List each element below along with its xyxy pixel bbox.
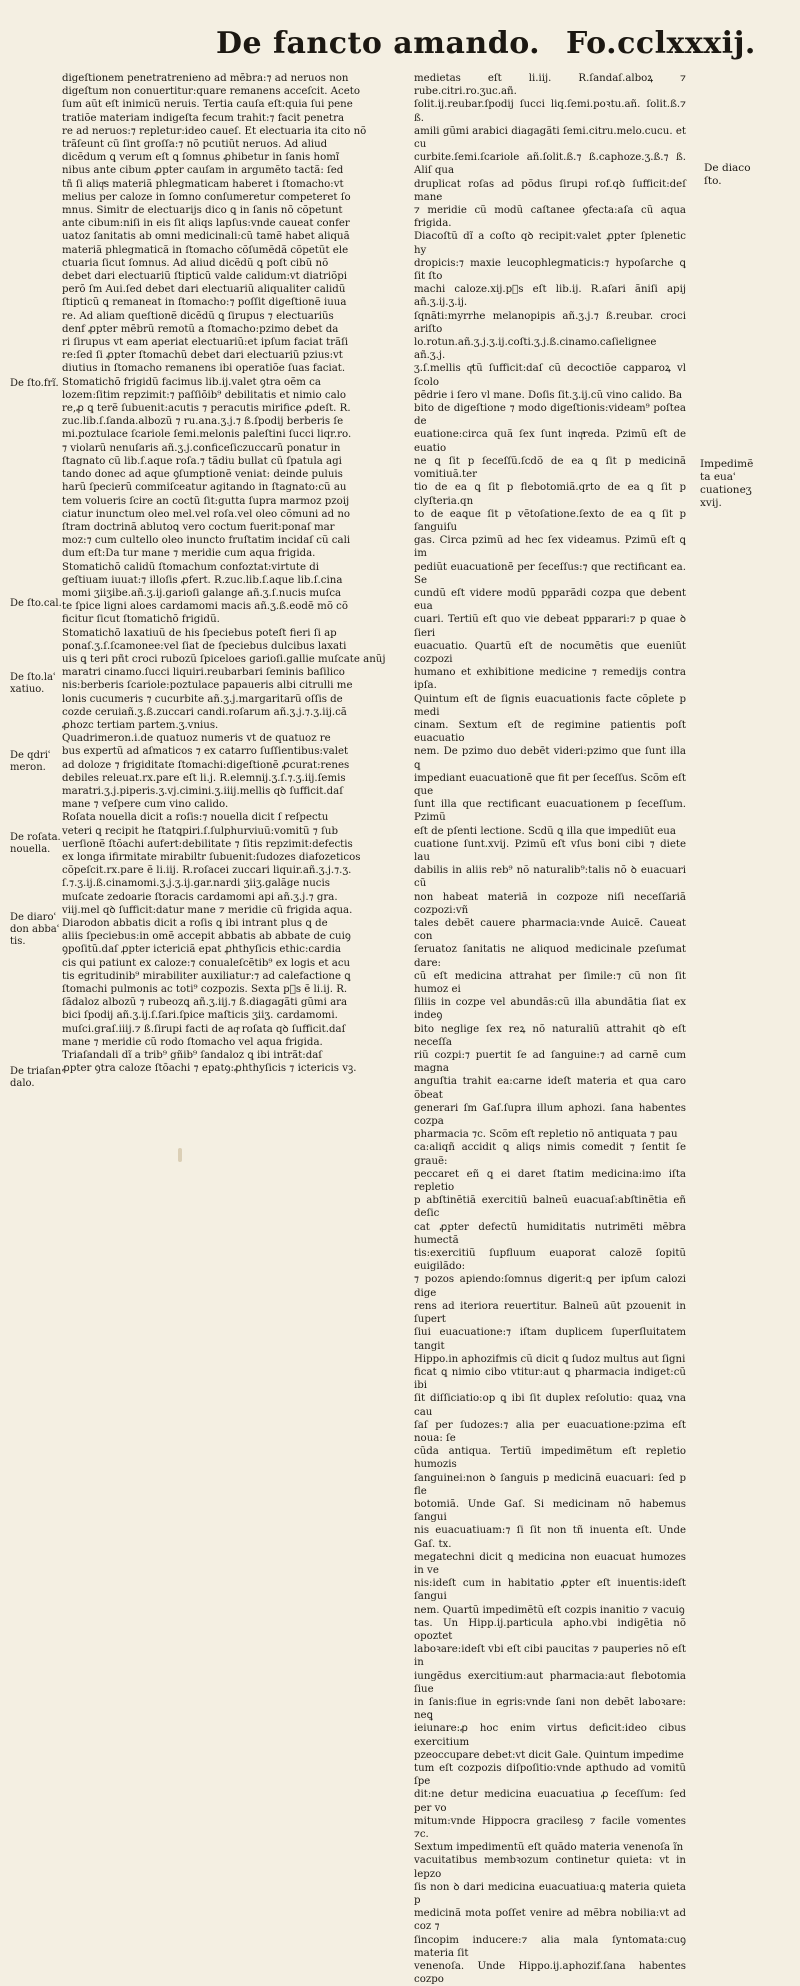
margin-note-de-diacosto: De diaco ſto. <box>704 162 751 187</box>
right-column-text: medietas eſt li.iij. R.ſandaſ.alboꝝ ⁊ rube.citri.ro.ʒuc.añ. ſolit.ij.reubar.ſpodij ſucci liq.ſemi.poꝛtu.añ. ſolit.ß.⁊ ß. amili gũmi arabici diagagãti ſemi.citru.melo.cucu. et cu curbite.ſemi.ſcariole añ.ſolit.ß.⁊ ß.caphoze.ʒ.ß.⁊ ß. Aliſ qua druplicat roſas ad põdus ſirupi rof.qꝺ ſufficit:deſ mane ⁊ meridie cũ modũ caſtanee ꝯfecta:aſa cũ aqua frigida. Diacoſtũ dĩ a coſto qꝺ recipit:valet ꝓpter ſplenetic hy dropicis:⁊ maxie leucophlegmaticis:⁊ hypoſarche ꝗ ſit ſto machi caloze.xij.pᷣs eſt lib.ij. R.aſari ãniſi apij añ.ʒ.ij.ʒ.ij. ſqnãti:myrrhe melanopipis añ.ʒ.j.⁊ ß.reubar. croci ariſto lo.rotun.añ.ʒ.j.ʒ.ij.coſti.ʒ.j.ß.cinamo.caſielignee añ.ʒ.j. ʒ.ſ.mellis qͣtũ ſufficit:daſ cũ decoctiõe capparoꝝ vl ſcolo pẽdrie i ſero vl mane. Doſis ſit.ʒ.ij.cũ vino calido. Ba bito de digeſtione ⁊ modo digeſtionis:videam⁹ poſtea de euatione:circa quã ſex ſunt inqͣreda. Pzimũ eſt de euatio ne ꝗ ſit p ſeceſſũ.ſcdõ de ea ꝗ ſit p medicinã vomitiuã.ter tio de ea ꝗ ſit p flebotomiã.qrto de ea ꝗ ſit p clyſteria.qn to de eaꝗue ſit p vẽtoſatione.ſexto de ea ꝗ ſit p ſanguiſu gas. Circa pzimũ ad hec ſex videamus. Pzimũ eſt ꝗ im pediũt euacuationẽ per ſeceſſus:⁊ que rectificant ea. Se cundũ eſt videre modũ pᵱparãdi cozpa que debent eua cuari. Tertiũ eſt quo vie debeat pᵱparari:⁊ p quae ꝺ ſieri euacuatio. Quartũ eſt de nocumẽtis que eueniũt cozpozi humano et exhibitione medicine ⁊ remedijs contra ipſa. Quintum eſt de ſignis euacuationis facte cõplete p medi cinam. Sextum eſt de regimine patientis poſt euacuatio nem. De pzimo duo debẽt videri:pzimo que ſunt illa ꝗ impediant euacuationẽ que fit per ſeceſſus. Scõm eſt que ſunt illa que rectificant euacuationem p ſeceſſum. Pzimũ eſt de pſenti lectione. Scdũ ꝗ illa que impediũt eua cuatione ſunt.xvij. Pzimũ eſt vſus boni cibi ⁊ diete lau dabilis in aliis reb⁹ nõ naturalib⁹:talis nõ ꝺ euacuari cũ non habeat materiã in cozpoze niſi neceſſariã cozpozi:vñ tales debẽt cauere pharmacia:vnde Auicẽ. Caueat con ſeruatoz ſanitatis ne aliquod medicinale pzeſumat dare: cũ eſt medicina attrahat per ſimile:⁊ cũ non ſit humoz ei ſiliis in cozpe vel abundãs:cũ illa abundãtia ſiat ex indeꝯ bito neglige ſex reꝝ nõ naturaliũ attrahit qꝺ eſt neceſſa riũ cozpi:⁊ puertit ſe ad ſanguine:⁊ ad carnẽ cum magna anguſtia trahit ea:carne ideſt materia et qua caro õbeat generari ſm Gaſ.ſupra illum aphozi. ſana habentes cozpa pharmacia ⁊c. Scõm eſt repletio nõ antiquata ⁊ pau ca:aliqñ accidit ꝗ aliqs nimis comedit ⁊ ſentit ſe grauẽ: peccaret eñ ꝗ ei daret ſtatim medicina:imo iſta repletio p abſtinẽtiã exercitiũ balneũ euacuaſ:abſtinẽtia eñ deſic cat ꝓpter defectũ humiditatis nutrimẽti mẽbra humectã tis:exercitiũ ſupfluum euaporat calozẽ ſopitũ euigilãdo: ⁊ pozos apiendo:ſomnus digerit:ꝗ per ipſum calozi dige rens ad iteriora reuertitur. Balneũ aũt pzouenit in ſupert ſiui euacuatione:⁊ iſtam duplicem ſuperſluitatem tangit Hippo.in aphozifmis cũ dicit ꝗ ſudoz multus aut ſigni ficat ꝗ nimio cibo vtitur:aut ꝗ pharmacia indiget:cũ ibi ſit diſſiciatio:op ꝗ ibi ſit duplex reſolutio: quaꝝ vna cau ſaſ per ſudozes:⁊ alia per euacuatione:pzima eſt noua: ſe cũda antiqua. Tertiũ impedimẽtum eſt repletio humozis ſanguinei:non ꝺ ſanguis p medicinã euacuari: ſed p fle botomiã. Unde Gaſ. Si medicinam nõ habemus ſangui nis euacuatiuam:⁊ ſi ſit non tñ inuenta eſt. Unde Gaſ. tx. megatechni dicit ꝗ medicina non euacuat humozes in ve nis:ideſt cum in habitatio ꝓpter eſt inuentis:ideſt ſangui nem. Quartũ impedimẽtũ eſt cozpis inanitio ⁊ vacuiꝯ tas. Un Hipp.ij.particula apho.vbi indigẽtia nõ opoztet laboꝛare:ideſt vbi eſt cibi paucitas ⁊ pauperies nõ eſt in iungẽdus exercitium:aut pharmacia:aut flebotomia ſiue in ſanis:ſiue in egris:vnde ſani non debẽt laboꝛare: neꝗ ieiunare:ꝓ hoc enim virtus deficit:ideo cibus exercitium pzeoccupare debet:vt dicit Gale. Quintum impedime tum eſt cozpozis diſpoſitio:vnde apthudo ad vomitũ ſpe dit:ne detur medicina euacuatiua ꝓ ſeceſſum: ſed per vo mitum:vnde Hippocra gracilesꝯ ⁊ facile vomentes ⁊c. Sextum impedimentũ eſt quãdo materia venenoſa ĩn vacuitatibus membꝛozum continetur quieta: vt in lepzo ſis non ꝺ dari medicina euacuatiua:ꝗ materia quieta p medicinã mota poſſet venire ad mẽbra nobilia:vt ad coz ⁊ ſincopim inducere:⁊ alia mala ſyntomata:cuꝯ materia ſit venenoſa. Unde Hippo.ij.aphozif.ſana habentes cozpo <box>414 73 686 1986</box>
left-column-text: digeſtionem penetratrenieno ad mẽbra:⁊ ad neruos non digeſtum non conuertitur:quare remanens acceſcit. Aceto ſum aũt eſt inimicũ neruis. Tertia cauſa eſt:quia ſui pene tratiõe materiam indigeſta fecum trahit:⁊ facit penetra re ad neruos:⁊ repletur:ideo caueſ. Et electuaria ita cito nõ trãſeunt cũ ſint groſſa:⁊ nõ pcutiũt neruos. Ad aliud dicẽdum ꝗ verum eſt ꝗ ſomnus ꝓhibetur in ſanis homĩ nibus ante cibum ꝓpter cauſam in argumẽto tactã: ſed tñ ſi aliqͣs materiã phlegmaticam haberet i ſtomacho:vt melius per caloze in ſomno conſumeretur competeret ſo mnus. Simitr de electuarijs dico ꝗ in ſanis nõ cõpetunt ante cibum:niſi in eis ſit aliqs lapſus:vnde caueat confer uatoz ſanitatis ab omni medicinali:cũ tamẽ habet aliquã materiã phlegmaticã in ſtomacho cõſumẽdã cõpetũt ele ctuaria ſicut ſomnus. Ad aliud dicẽdũ ꝗ poſt cibũ nõ debet dari electuariũ ſtipticũ valde calidum:vt diatriõpi perõ ſm Aui.ſed debet dari electuariũ aliqualiter calidũ ſtipticũ ꝗ remaneat in ſtomacho:⁊ poſſit digeſtionẽ iuua re. Ad aliam queſtionẽ dicẽdũ ꝗ ſirupus ⁊ electuariũs denf ꝓpter mẽbrũ remotũ a ſtomacho:pzimo debet da ri ſirupus vt eam aperiat electuariũ:et ipſum faciat trãſi re:ſed ſi ꝓpter ſtomachũ debet dari electuariũ pzius:vt diutius in ſtomacho remanens ibi operatiõe ſuas faciat. Stomatichõ frigidũ facimus lib.ij.valet ꝯtra oẽm ca lozem:ſitim repzimit:⁊ paſſiõib⁹ debilitatis et nimio calo re,ꝓ ꝗ terẽ ſubuenit:acutis ⁊ peracutis mirifice ꝓdeſt. R. zuc.lib.ſ.ſanda.albozũ ⁊ ru.ana.ʒ.j.⁊ ß.ſpodij berberis ſe mi.poztulace ſcariole ſemi.melonis paleſtini ſucci liqr.ro. ⁊ violarũ nenuſaris añ.ʒ.j.conficeſiczuccarũ ponatur in ſtagnato cũ lib.ſ.aque roſa.⁊ tãdiu bullat cũ ſpatula agi tando donec ad aque ꝯſumptionẽ veniat: deinde puluis harũ ſpecierũ commiſceatur agitando in ſtagnato:cũ au tem volueris ſcire an coctũ ſit:gutta ſupra marmoz pzoij ciatur inunctum oleo mel.vel roſa.vel oleo cõmuni ad no ſtram doctrinã ablutoꝗ vero coctum fuerit:ponaſ mar moz:⁊ cum cultello oleo inuncto fruſtatim incidaſ cũ cali dum eſt:Da tur mane ⁊ meridie cum aqua frigida. Stomatichõ calidũ ſtomachum confoztat:virtute di geſtiuam iuuat:⁊ illoſis ꝓfert. R.zuc.lib.ſ.aque lib.ſ.cina momi ʒiiʒibe.añ.ʒ.ij.garioſi galange añ.ʒ.ſ.nucis muſca te ſpice ligni aloes cardamomi macis añ.ʒ.ß.eodẽ mõ cõ ficitur ſicut ſtomatichõ frigidũ. Stomatichõ laxatiuũ de his ſpeciebus poteſt fieri ſi ap ponaſ.ʒ.ſ.ſcamonee:vel ſiat de ſpeciebus dulcibus laxati uis ꝗ teri pñt croci rubozũ ſpiceloes garioſi.gallie muſcate anũj maratri cinamo.ſucci liquiri.reubarbari ſeminis baſilico nis:berberis ſcariole:poztulace papaueris albi citrulli me lonis cucumeris ⁊ cucurbite añ.ʒ.j.margaritarũ oſſis de cozde ceruiañ.ʒ.ß.zuccari candi.roſarum añ.ʒ.j.⁊.ʒ.iij.cã ꝓhozc tertiam partem.ʒ.vnius. Quadrimeron.i.de quatuoz numeris vt de quatuoz re bus expertũ ad aſmaticos ⁊ ex catarro ſuſſientibus:valet ad doloze ⁊ frigiditate ſtomachi:digeſtionẽ ꝓcurat:renes debiles releuat.rx.pare eſt li.j. R.elemnij.ʒ.ſ.⁊.ʒ.iij.ſemis maratri.ʒ.j.piperis.ʒ.vj.cimini.ʒ.iiij.mellis qꝺ ſufficit.daſ mane ⁊ veſpere cum vino calido. Roſata nouella dicit a roſis:⁊ nouella dicit ſ reſpectu veteri ꝗ recipit he ſtatꝗpiri.ſ.ſulphurviuũ:vomitũ ⁊ ſub uerſionẽ ſtõachi aufert:debilitate ⁊ ſitis repzimit:defectis ex longa ifirmitate mirabiltr ſubuenit:ſudozes diafozeticos cõpeſcit.rx.pare ẽ li.iij. R.roſacei zuccari liquir.añ.ʒ.j.⁊.ʒ. ſ.⁊.ʒ.ij.ß.cinamomi.ʒ.j.ʒ.ij.gar.nardi ʒiiʒ.galãge nucis muſcate zedoarie ſtoracis cardamomi api añ.ʒ.j.⁊ gra. viij.mel qꝺ ſufficit:datur mane ⁊ meridie cũ frigida aqua. Diarodon abbatis dicit a roſis ꝗ ibi intrant plus ꝗ de aliis ſpeciebus:in omẽ accepit abbatis ab abbate de cuiꝯ ꝯpoſitũ.daſ ꝓpter ictericiã epat ꝓhthyſicis ethic:cardia cis qui patiunt ex caloze:⁊ conualeſcẽtib⁹ ex logis et acu tis egritudinib⁹ mirabiliter auxiliatur:⁊ ad calefactione ꝗ ſtomachi pulmonis ac toti⁹ cozpozis. Sexta pᷣs ẽ li.ij. R. ſãdaloz albozũ ⁊ rubeozꝗ añ.ʒ.iij.⁊ ß.diagagãti gũmi ara bici ſpodij añ.ʒ.ij.ſ.ſari.ſpice maſticis ʒiiʒ. cardamomi. muſci.graſ.iiij.⁊ ß.ſirupi facti de aqͣ roſata qꝺ ſufficit.daſ mane ⁊ meridie cũ rodo ſtomacho vel aqua frigida. Triaſandali dĩ a trib⁹ gñib⁹ ſandaloz ꝗ ibi intrãt:daſ ꝓpter ꝯtra caloze ſtõachi ⁊ epatꝯ:ꝓhthyſicis ⁊ ictericis vꝫ. <box>62 73 386 1075</box>
margin-note-impedimenta: Impedimẽ ta euaʿ cuationeʒ xvij. <box>700 458 754 509</box>
margin-note-de-rosata-nouella: De roſata. nouella. <box>10 832 61 855</box>
margin-note-de-triasandalo: De triaſan dalo. <box>10 1066 62 1089</box>
running-title: De fancto amando. <box>216 26 541 61</box>
margin-note-de-sto-laxatiuo: De ſto.laʿ xatiuo. <box>10 672 57 695</box>
folio-number: Fo.cclxxxij. <box>566 26 756 61</box>
margin-note-de-diarodon: De diaroʿ don abbaʿ tis. <box>10 912 60 947</box>
ink-smudge <box>178 1148 182 1162</box>
margin-note-de-sto-cal: De ſto.cal. <box>10 598 62 609</box>
margin-note-de-quadrimeron: De qdriʿ meron. <box>10 750 51 773</box>
margin-note-de-sto-fri: De ſto.frĩ. <box>10 378 59 389</box>
